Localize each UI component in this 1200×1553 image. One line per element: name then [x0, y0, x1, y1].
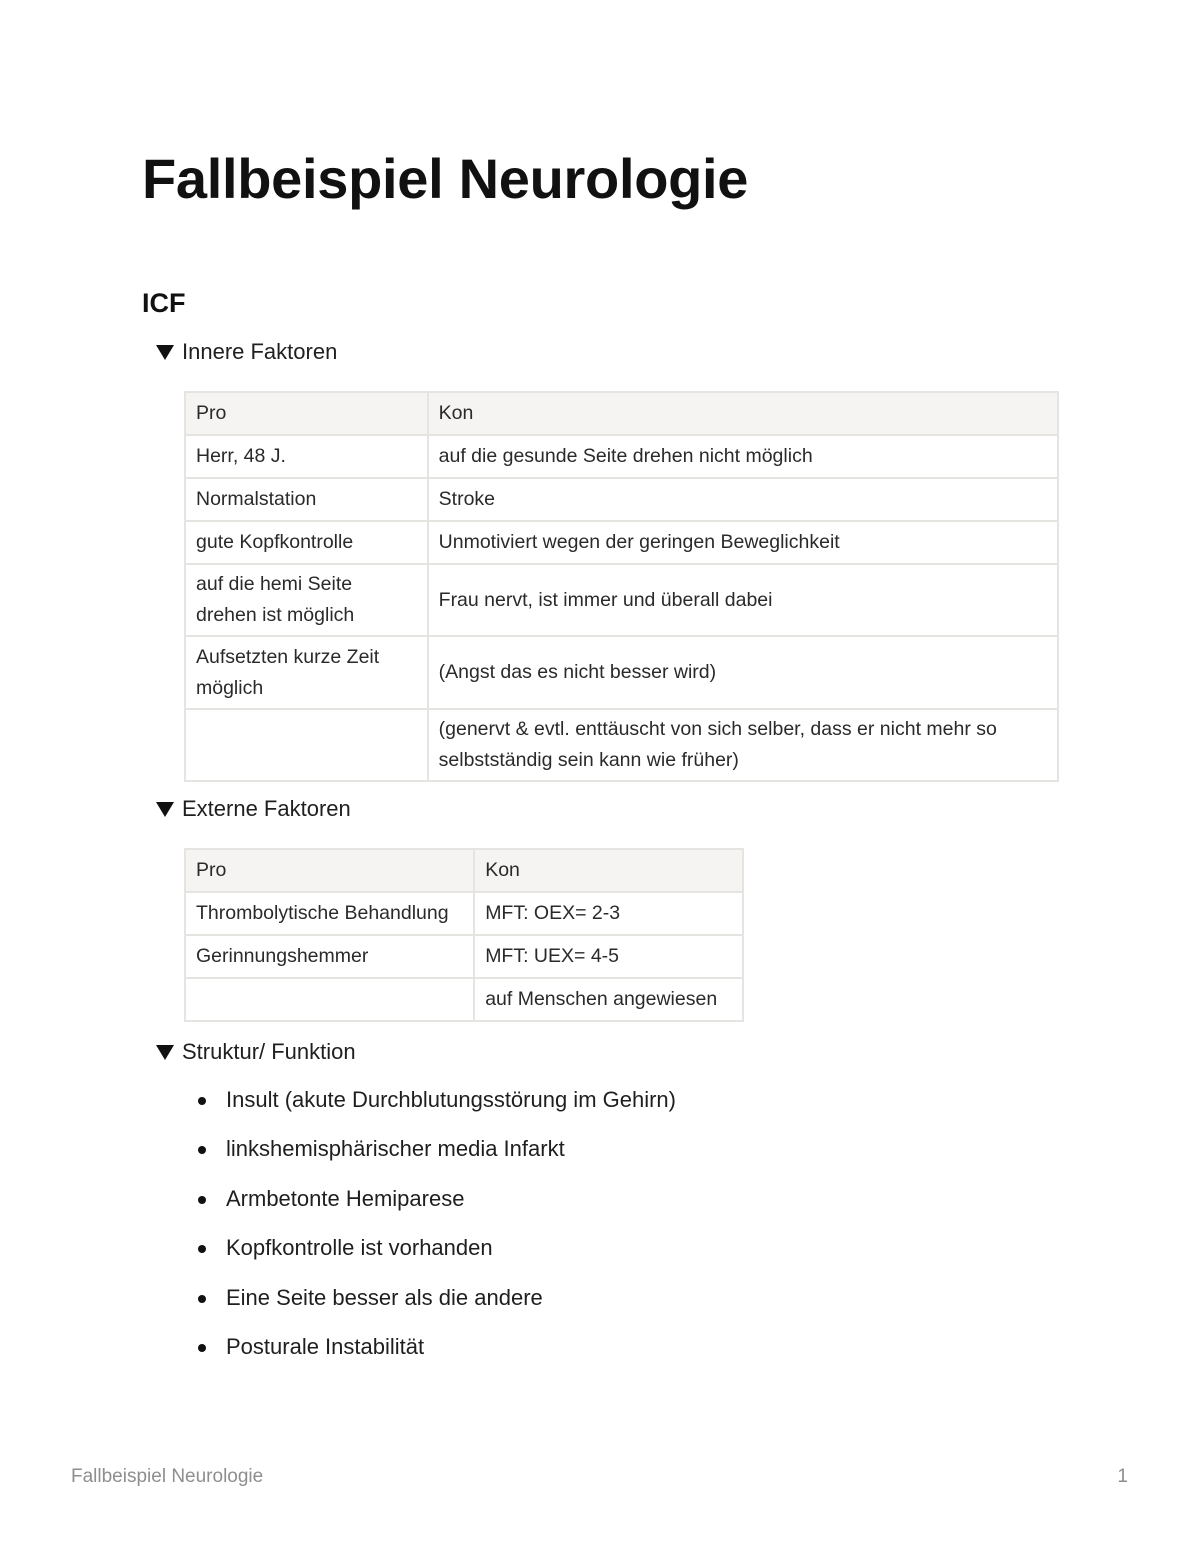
table-cell [185, 978, 474, 1021]
bullet-icon [198, 1245, 206, 1253]
bullet-icon [198, 1196, 206, 1204]
toggle-externe-faktoren[interactable] [156, 794, 351, 824]
table-cell: MFT: UEX= 4-5 [474, 935, 743, 978]
list-item-text: Posturale Instabilität [226, 1333, 425, 1359]
table-row [185, 892, 743, 935]
innere-faktoren-table [184, 391, 1059, 782]
table-cell: auf die gesunde Seite drehen nicht möglich [428, 435, 1058, 478]
list-item [198, 1329, 676, 1378]
table-cell: auf Menschen angewiesen [474, 978, 743, 1021]
table-header-row [185, 849, 743, 892]
toggle-struktur-funktion[interactable] [156, 1037, 356, 1067]
table-cell: (Angst das es nicht besser wird) [428, 636, 1058, 709]
toggle-innere-faktoren[interactable] [156, 337, 337, 367]
table-cell: Herr, 48 J. [185, 435, 428, 478]
table-row [185, 935, 743, 978]
footer-page-number: 1 [1117, 1466, 1128, 1487]
table-cell: (genervt & evtl. enttäuscht von sich selber, dass er nicht mehr so selbstständig sein kann wie früher) [428, 709, 1058, 781]
header-cell-kon: Kon [474, 849, 743, 892]
table-row [185, 709, 1058, 781]
table-cell: gute Kopfkontrolle [185, 521, 428, 564]
bullet-icon [198, 1295, 206, 1303]
header-cell-pro: Pro [185, 392, 428, 435]
footer-title: Fallbeispiel Neurologie [71, 1466, 264, 1487]
table-row [185, 564, 1058, 636]
header-cell-kon: Kon [428, 392, 1058, 435]
toggle-label: Struktur/ Funktion [182, 1039, 356, 1064]
table-row [185, 521, 1058, 564]
list-item-text: Kopfkontrolle ist vorhanden [226, 1235, 493, 1261]
table-row [185, 636, 1058, 709]
list-item-text: Insult (akute Durchblutungsstörung im Gehirn) [226, 1087, 676, 1112]
table-cell: Thrombolytische Behandlung [185, 892, 474, 935]
table-row [185, 978, 743, 1021]
toggle-label: Externe Faktoren [182, 796, 351, 821]
list-item [198, 1280, 676, 1329]
triangle-down-icon [156, 802, 174, 817]
triangle-down-icon [156, 1045, 174, 1060]
list-item-text: Armbetonte Hemiparese [226, 1185, 465, 1211]
table-cell: Aufsetzten kurze Zeit möglich [185, 636, 428, 709]
table-header-row [185, 392, 1058, 435]
table-cell: MFT: OEX= 2-3 [474, 892, 743, 935]
bullet-icon [198, 1146, 206, 1154]
bullet-icon [198, 1344, 206, 1352]
triangle-down-icon [156, 345, 174, 360]
page-title: Fallbeispiel Neurologie [142, 147, 749, 210]
table-cell: Frau nervt, ist immer und überall dabei [428, 564, 1058, 636]
table-cell: Stroke [428, 478, 1058, 521]
table-row [185, 478, 1058, 521]
table-cell: Normalstation [185, 478, 428, 521]
list-item [198, 1131, 676, 1180]
list-item-text: Eine Seite besser als die andere [226, 1284, 543, 1310]
list-item [198, 1230, 676, 1279]
table-cell: Unmotiviert wegen der geringen Beweglichkeit [428, 521, 1058, 564]
externe-faktoren-table [184, 848, 744, 1022]
table-cell: auf die hemi Seite drehen ist möglich [185, 564, 428, 636]
list-item-text: linkshemisphärischer media Infarkt [226, 1136, 565, 1162]
header-cell-pro: Pro [185, 849, 474, 892]
list-item [198, 1082, 676, 1131]
table-cell [185, 709, 428, 781]
struktur-funktion-list [198, 1082, 676, 1378]
toggle-label: Innere Faktoren [182, 339, 338, 364]
list-item [198, 1181, 676, 1230]
bullet-icon [198, 1097, 206, 1105]
table-cell: Gerinnungshemmer [185, 935, 474, 978]
table-row [185, 435, 1058, 478]
section-heading-icf: ICF [142, 288, 186, 318]
